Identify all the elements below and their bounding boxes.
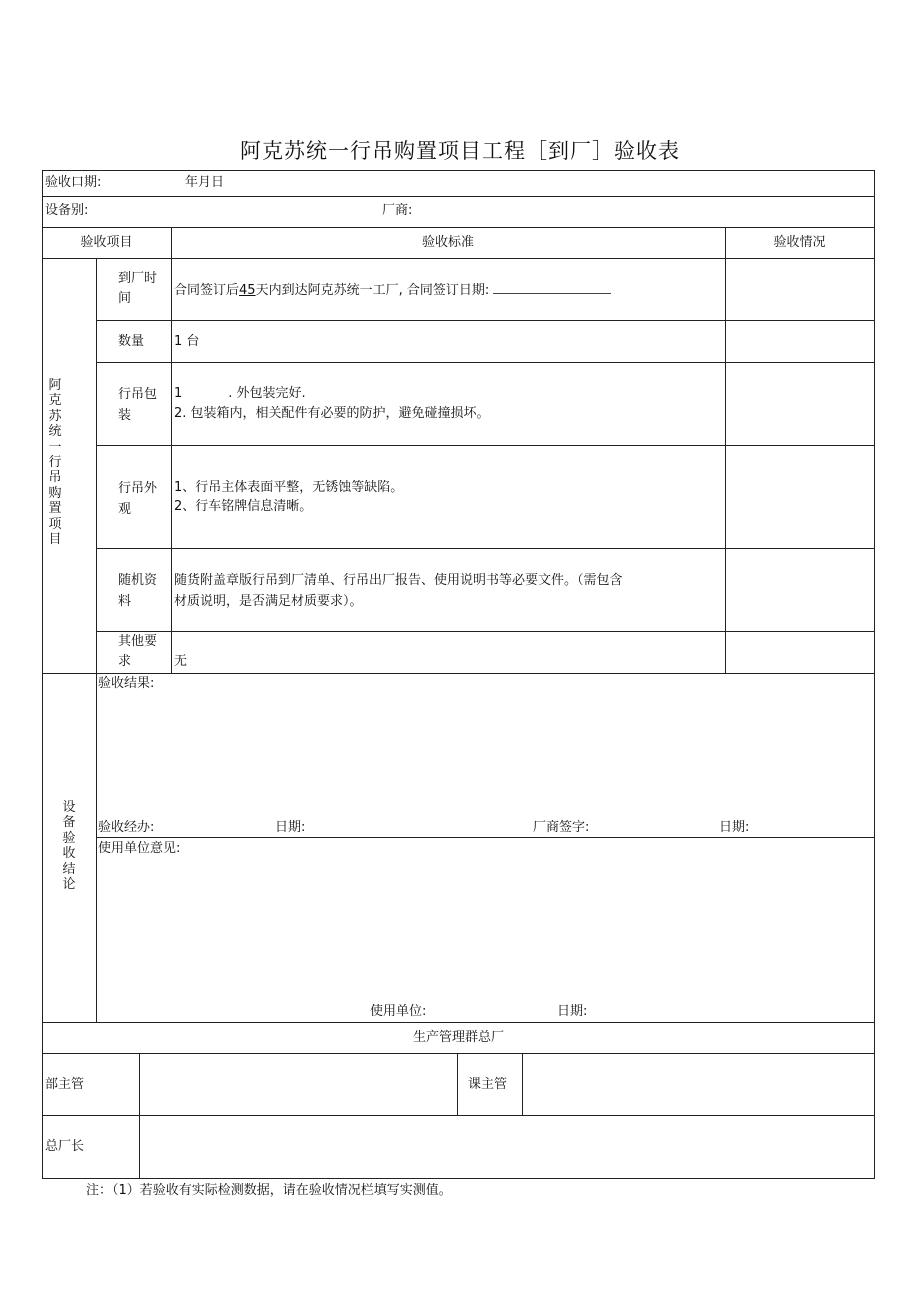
vendor-sign-label: 厂商签字: — [533, 820, 590, 835]
vendor-label: 厂商: — [382, 203, 413, 218]
table-border-right — [874, 170, 875, 1178]
col-divider — [139, 1053, 140, 1178]
col-divider — [171, 227, 172, 673]
row-divider — [96, 837, 875, 838]
standard-arrival-pre: 合同签订后 — [174, 283, 240, 298]
dept-head-label: 部主管 — [45, 1077, 85, 1092]
standard-documents-line1: 随货附盖章版行吊到厂清单、行吊出厂报告、使用说明书等必要文件。（需包含 — [174, 573, 623, 588]
col-divider — [522, 1053, 523, 1115]
row-divider — [42, 1115, 875, 1116]
acceptance-date-value: 年月日 — [185, 175, 225, 190]
table-border-left — [42, 170, 43, 1178]
project-name-vertical: 阿克苏统一行吊购置项目 — [48, 378, 62, 548]
acceptance-date-label: 验收口期: — [45, 175, 102, 190]
standard-packaging-text1: . 外包装完好. — [228, 386, 306, 401]
standard-arrival-time — [174, 281, 611, 301]
row-divider — [96, 362, 875, 363]
contract-date-blank — [493, 281, 611, 294]
col-header-item: 验收项目 — [80, 235, 133, 250]
management-header: 生产管理群总厂 — [412, 1030, 504, 1045]
footer-note: 注：（1）若验收有实际检测数据，请在验收情况栏填写实测值。 — [86, 1183, 452, 1198]
row-divider — [42, 1053, 875, 1054]
standard-arrival-days: 45 — [239, 283, 256, 298]
row-divider — [96, 631, 875, 632]
handler-label: 验收经办: — [98, 820, 155, 835]
standard-documents-line2: 材质说明，是否满足材质要求）。 — [174, 594, 363, 609]
standard-arrival-post: 天内到达阿克苏统一工厂, 合同签订日期: — [255, 283, 490, 298]
col-divider — [96, 258, 97, 1022]
item-other: 其他要求 — [118, 634, 158, 669]
standard-quantity: 1 台 — [174, 334, 200, 349]
result-label: 验收结果: — [98, 676, 155, 691]
user-opinion-label: 使用单位意见: — [98, 841, 181, 856]
page-title: 阿克苏统一行吊购置项目工程［到厂］验收表 — [240, 139, 680, 163]
item-arrival-time: 到厂时间 — [118, 271, 158, 306]
standard-packaging-line2: 2. 包装箱内，相关配件有必要的防护，避免碰撞损坏。 — [174, 406, 490, 421]
item-documents: 随机资料 — [118, 573, 158, 609]
row-divider — [96, 548, 875, 549]
standard-appearance-line2: 2、行车铭牌信息清晰。 — [174, 499, 313, 514]
standard-other: 无 — [174, 654, 188, 669]
general-manager-label: 总厂长 — [45, 1139, 85, 1154]
row-divider — [42, 673, 875, 674]
row-divider — [42, 196, 875, 197]
standard-packaging-line1 — [174, 384, 306, 404]
vendor-date-label: 日期: — [719, 820, 750, 835]
section-head-label: 课主管 — [468, 1077, 508, 1092]
handler-date-label: 日期: — [275, 820, 306, 835]
equipment-label: 设备别: — [45, 203, 89, 218]
user-date-label: 日期: — [557, 1004, 588, 1019]
row-divider — [96, 320, 875, 321]
table-border-bottom — [42, 1178, 875, 1179]
col-header-status: 验收情况 — [773, 235, 826, 250]
row-divider — [42, 227, 875, 228]
row-divider — [96, 445, 875, 446]
standard-appearance-line1: 1、行吊主体表面平整，无锈蚀等缺陷。 — [174, 480, 404, 495]
conclusion-vertical-label: 设备验收结论 — [62, 800, 76, 893]
row-divider — [42, 258, 875, 259]
item-appearance: 行吊外观 — [118, 481, 158, 517]
table-border-top — [42, 170, 875, 171]
user-unit-label: 使用单位: — [370, 1004, 427, 1019]
item-packaging: 行吊包装 — [118, 387, 158, 423]
col-header-standard: 验收标准 — [421, 235, 474, 250]
row-divider — [42, 1022, 875, 1023]
col-divider — [457, 1053, 458, 1115]
standard-packaging-num: 1 — [174, 386, 183, 401]
item-quantity: 数量 — [118, 334, 145, 349]
col-divider — [725, 227, 726, 673]
